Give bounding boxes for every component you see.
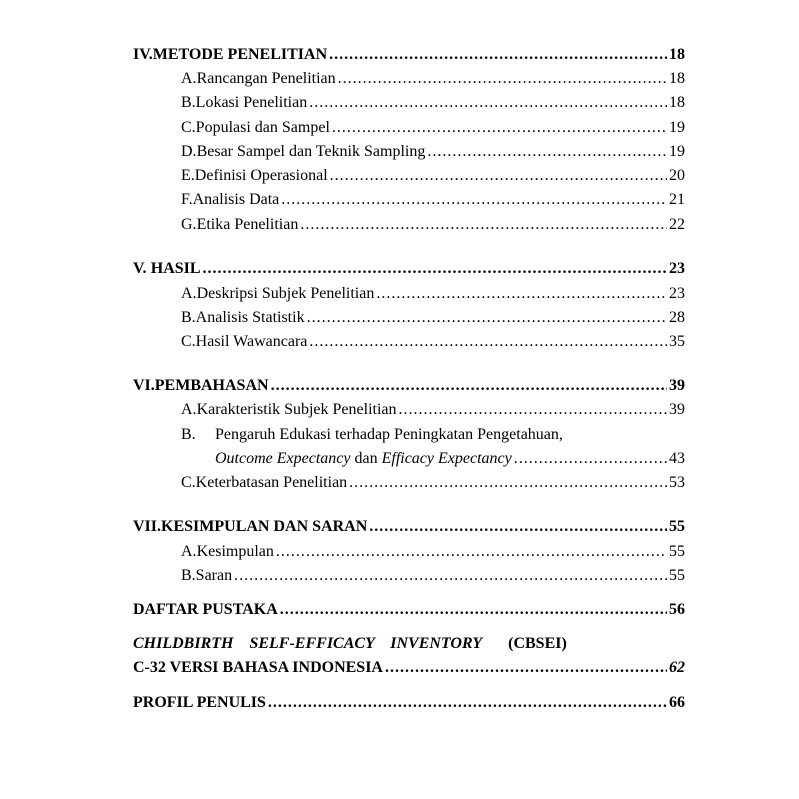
page-number: 39	[669, 401, 685, 418]
toc-item-iv-g	[181, 215, 685, 235]
page-number: 21	[669, 191, 685, 208]
toc-item-vi-b-line1	[181, 425, 685, 445]
chapter-title: KESIMPULAN DAN SARAN	[161, 518, 368, 535]
leader-dots	[307, 308, 667, 328]
item-text: Saran	[195, 567, 233, 584]
toc-daftar-pustaka	[133, 600, 685, 620]
item-letter: C.	[181, 474, 196, 491]
page-number: 20	[669, 167, 685, 184]
chapter-title: METODE PENELITIAN	[152, 46, 328, 63]
leader-dots	[399, 400, 667, 420]
item-letter: E.	[181, 167, 195, 184]
page-number: 66	[669, 694, 685, 711]
leader-dots	[203, 259, 667, 279]
leader-dots	[369, 517, 667, 537]
toc-chapter-vi	[133, 376, 685, 396]
leader-dots	[427, 142, 667, 162]
page-number: 62	[669, 659, 685, 676]
section-title-italic: CHILDBIRTH SELF-EFFICACY INVENTORY	[133, 635, 483, 652]
toc-cbsei-line2	[133, 658, 685, 678]
leader-dots	[329, 45, 667, 65]
section-title-abbrev: (CBSEI)	[508, 635, 567, 652]
item-letter: C.	[181, 119, 196, 136]
page-number: 22	[669, 216, 685, 233]
leader-dots	[300, 215, 667, 235]
item-text: Besar Sampel dan Teknik Sampling	[196, 143, 426, 160]
chapter-title: PEMBAHASAN	[154, 377, 269, 394]
item-text: Keterbatasan Penelitian	[195, 474, 348, 491]
leader-dots	[309, 93, 667, 113]
page-number: 19	[669, 119, 685, 136]
leader-dots	[271, 376, 667, 396]
item-text: Analisis Data	[192, 191, 280, 208]
page-number: 18	[669, 70, 685, 87]
item-text: Etika Penelitian	[196, 216, 299, 233]
leader-dots	[385, 658, 667, 678]
page-number: 55	[669, 518, 685, 535]
chapter-number: V.	[133, 260, 147, 277]
item-text: Kesimpulan	[196, 543, 274, 560]
leader-dots	[309, 332, 667, 352]
item-letter: C.	[181, 333, 196, 350]
section-title: PROFIL PENULIS	[133, 694, 266, 711]
chapter-number: IV.	[133, 46, 153, 63]
page-number: 53	[669, 474, 685, 491]
item-text: Hasil Wawancara	[195, 333, 308, 350]
item-letter: A.	[181, 70, 197, 87]
toc-item-vi-b-line2	[215, 449, 685, 469]
item-letter: A.	[181, 543, 197, 560]
page-number: 18	[669, 46, 685, 63]
toc-item-iv-e	[181, 166, 685, 186]
toc-item-v-a	[181, 284, 685, 304]
item-letter: G.	[181, 216, 197, 233]
toc-item-iv-b	[181, 93, 685, 113]
item-letter: A.	[181, 401, 197, 418]
page-number: 55	[669, 567, 685, 584]
leader-dots	[330, 166, 667, 186]
italic-term: Outcome Expectancy	[215, 450, 351, 467]
leader-dots	[376, 284, 667, 304]
item-text: Rancangan Penelitian	[196, 70, 336, 87]
toc-item-vii-b	[181, 566, 685, 586]
item-letter: B.	[181, 94, 196, 111]
toc-item-vi-a	[181, 400, 685, 420]
page-number: 43	[669, 450, 685, 467]
page-number: 55	[669, 543, 685, 560]
section-title: DAFTAR PUSTAKA	[133, 601, 278, 618]
page-number: 28	[669, 309, 685, 326]
toc-item-v-c	[181, 332, 685, 352]
page-number: 35	[669, 333, 685, 350]
page-number: 23	[669, 260, 685, 277]
leader-dots	[280, 600, 667, 620]
section-title: C-32 VERSI BAHASA INDONESIA	[133, 659, 383, 676]
toc-item-v-b	[181, 308, 685, 328]
item-text: Analisis Statistik	[195, 309, 305, 326]
page-number: 23	[669, 285, 685, 302]
toc-item-iv-f	[181, 190, 685, 210]
toc-chapter-iv	[133, 45, 685, 65]
page-number: 56	[669, 601, 685, 618]
toc-chapter-vii	[133, 517, 685, 537]
chapter-number: VII.	[133, 518, 162, 535]
leader-dots	[332, 118, 667, 138]
connector-text: dan	[350, 450, 382, 467]
item-text: Lokasi Penelitian	[195, 94, 308, 111]
toc-item-vi-c	[181, 473, 685, 493]
leader-dots	[338, 69, 667, 89]
toc-item-iv-a	[181, 69, 685, 89]
item-text: Definisi Operasional	[194, 167, 328, 184]
item-text: Karakteristik Subjek Penelitian	[196, 401, 397, 418]
leader-dots	[349, 473, 667, 493]
item-letter: A.	[181, 285, 197, 302]
item-letter: B.	[181, 426, 196, 443]
toc-item-vii-a	[181, 542, 685, 562]
page-number: 39	[669, 377, 685, 394]
item-letter: B.	[181, 567, 196, 584]
item-letter: D.	[181, 143, 197, 160]
item-letter: B.	[181, 309, 196, 326]
toc-cbsei-line1	[133, 634, 685, 654]
leader-dots	[514, 449, 667, 469]
item-text: Pengaruh Edukasi terhadap Peningkatan Pengetahuan,	[215, 426, 563, 443]
leader-dots	[281, 190, 667, 210]
chapter-number: VI.	[133, 377, 155, 394]
toc-profil-penulis	[133, 693, 685, 713]
item-text: Populasi dan Sampel	[195, 119, 330, 136]
item-letter: F.	[181, 191, 193, 208]
page-number: 19	[669, 143, 685, 160]
italic-term: Efficacy Expectancy	[381, 450, 512, 467]
item-text: Deskripsi Subjek Penelitian	[196, 285, 375, 302]
chapter-title: HASIL	[150, 260, 201, 277]
leader-dots	[268, 693, 667, 713]
toc-chapter-v	[133, 259, 685, 279]
toc-item-iv-d	[181, 142, 685, 162]
leader-dots	[276, 542, 667, 562]
leader-dots	[234, 566, 667, 586]
page-number: 18	[669, 94, 685, 111]
toc-item-iv-c	[181, 118, 685, 138]
item-text-continuation	[215, 449, 512, 469]
